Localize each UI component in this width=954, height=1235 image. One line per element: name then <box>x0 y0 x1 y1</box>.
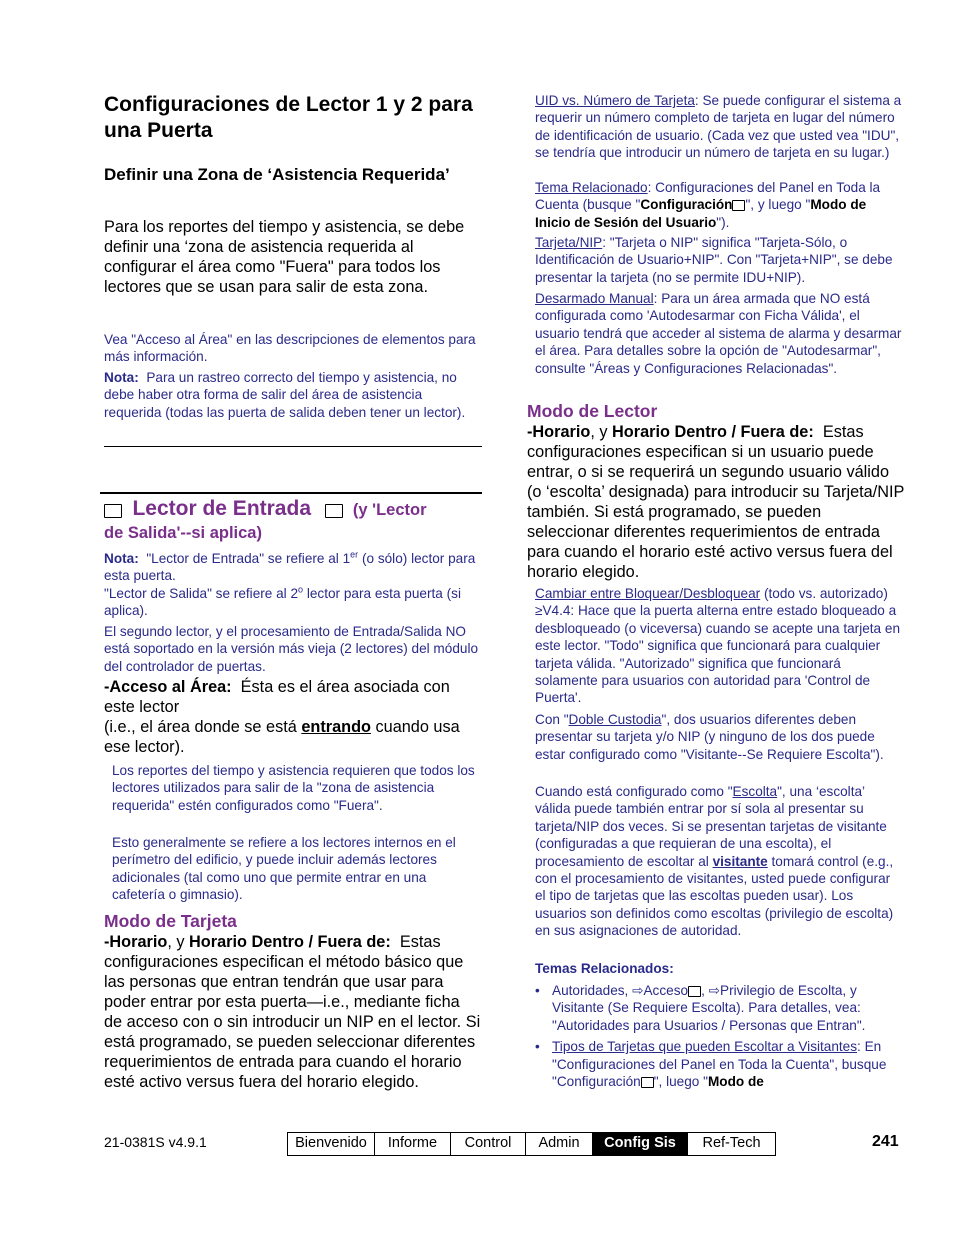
toggle-link[interactable]: Cambiar entre Bloquear/Desbloquear <box>535 586 761 601</box>
folder-icon <box>732 200 745 211</box>
dual-custody-item <box>535 711 903 763</box>
note-readers <box>104 550 482 620</box>
reader-mode-item: -Horario, y Horario Dentro / Fuera de: Estas configuraciones especifican si un usuario puede entrar, o si se requerirá un segundo usuario válido (o ‘escolta’ designada) para introducir su Tarjeta/NIP también. Si está programado, se pueden seleccionar diferentes requerimientos de entrada para cuando el horario esté activo versus fuera del horario elegido. <box>527 423 905 581</box>
card-pin-link[interactable]: Tarjeta/NIP <box>535 235 603 250</box>
report-note: Los reportes del tiempo y asistencia requieren que todos los lectores utilizados para salir de la "zona de asistencia requerida" estén configurados como "Fuera". <box>112 763 475 813</box>
note2-text-a: "Lector de Entrada" se refiere al 1 <box>146 551 351 566</box>
intro-paragraph: Para los reportes del tiempo y asistencia, se debe definir una ‘zona de asistencia requerida al configurar el área como "Fuera" para todos los lectores que se usan para salir de esta zona. <box>104 218 465 296</box>
escort-text-c: tomará control (e.g., con el procesamiento de visitantes, usted puede configurar el tipo de tarjetas que las escoltas pueden usar). Los usuarios son definidos como escoltas (privilegio de escolta) en sus asignaciones de autoridad. <box>535 853 894 939</box>
section-title: Lector de Entrada <box>132 497 311 520</box>
reader-schedule-label: Horario <box>532 423 591 441</box>
folder-icon <box>688 986 701 997</box>
folder-icon <box>104 504 122 518</box>
related-topic-item <box>535 179 903 231</box>
related-text-b: ", y luego " <box>745 197 811 213</box>
access-label: Acceso al Área: <box>109 678 232 696</box>
note2-label: Nota: <box>104 551 139 566</box>
nav-report[interactable]: Informe <box>374 1133 450 1155</box>
bullet2-text-b: ", luego " <box>653 1074 708 1090</box>
nav-admin[interactable]: Admin <box>525 1133 592 1155</box>
see-also-note: Vea "Acceso al Área" en las descripciones de elementos para más información. <box>104 332 476 365</box>
reader-and-text: , y <box>590 423 613 441</box>
second-reader-note: El segundo lector, y el procesamiento de Entrada/Salida NO está soportado en la versión más vieja (2 lectores) del módulo del controlador de puertas. <box>104 624 479 674</box>
access-area-item: -Acceso al Área: Ésta es el área asociada con este lector (i.e., el área donde se está entrando cuando usa ese lector). <box>104 678 460 756</box>
related-topic-link[interactable]: Tema Relacionado <box>535 180 648 195</box>
access-text-2b: cuando usa ese lector). <box>104 718 460 756</box>
manual-disarm-text: : Para un área armada que NO está configurada como 'Autodesarmar con Ficha Válida', el usuario tendrá que acceder al sistema de alarma y desarmar el área. Para detalles sobre la opción de "Autodesarmar", consulte "Áreas y Configuraciones Relacionadas". <box>535 291 902 376</box>
entering-term: entrando <box>301 718 371 736</box>
bullet1-text-b: , ⇨Privilegio de Escolta, y Visitante (Se Requiere Escolta). Para detalles, vea: "Autoridades para Usuarios / Personas que Entran". <box>552 983 866 1033</box>
bullet1-text-a: Autoridades, ⇨Acceso <box>552 983 689 998</box>
manual-disarm-item <box>535 290 903 377</box>
uid-link[interactable]: UID vs. Número de Tarjeta <box>535 93 695 108</box>
page-number: 241 <box>872 1133 899 1150</box>
section-heading <box>104 497 482 545</box>
manual-disarm-link[interactable]: Desarmado Manual <box>535 291 654 306</box>
escort-text-a: Cuando está configurado como " <box>535 784 733 799</box>
note-tracking <box>104 369 482 421</box>
subtitle: Definir una Zona de ‘Asistencia Requerida’ <box>104 165 450 184</box>
nav-welcome[interactable]: Bienvenido <box>295 1135 367 1151</box>
footer-nav <box>287 1132 776 1156</box>
and-text: , y <box>167 933 190 951</box>
login-mode-label: Modo de Inicio de Sesión del Usuario <box>535 197 867 230</box>
note2-text-d: lector para esta puerta (si aplica). <box>104 585 461 619</box>
note-label: Nota: <box>104 370 139 385</box>
page-title: Configuraciones de Lector 1 y 2 para una Puerta <box>104 93 473 142</box>
escort-card-types-link[interactable]: Tipos de Tarjetas que pueden Escoltar a Visitantes <box>552 1039 858 1055</box>
note2-text-b: (o sólo) lector para esta puerta. <box>104 551 476 584</box>
list-item <box>535 982 903 1034</box>
escort-link[interactable]: Escolta <box>732 784 778 799</box>
folder-icon <box>641 1077 654 1088</box>
toggle-text: (todo vs. autorizado) ≥V4.4: Hace que la puerta alterna entre estado bloqueado a desbloqueado (o viceversa) cuando se acepte una tarjeta en este lector. "Todo" significa que funcionará para cualquier tarjeta válida. "Autorizado" significa que funcionará solamente para usuarios con autoridad para 'Control de Puerta'. <box>535 586 901 706</box>
uid-text: : Se puede configurar el sistema a requerir un número completo de tarjeta en lugar del número de identificación de usuario. (Cada vez que usted vea "IDU", se tendría que introducir un número de tarjeta en su lugar.) <box>535 93 902 161</box>
related-text-c: "). <box>716 214 730 230</box>
list-item <box>535 1038 903 1090</box>
section-title-suffix: (y 'Lector <box>352 501 427 519</box>
access-text: Ésta es el área asociada con este lector <box>104 678 450 716</box>
sup-o: o <box>298 584 304 595</box>
dual-text-b: ", dos usuarios diferentes deben presentar su tarjeta y/o NIP (y ninguno de los dos puede estar configurado como "Visitante--Se Requiere Escolta"). <box>535 712 884 762</box>
escort-item <box>535 783 903 940</box>
card-pin-text: : "Tarjeta o NIP" significa "Tarjeta-Sólo, o Identificación de Usuario+NIP". Con "Tarjeta+NIP", se debe presentar la tarjeta (no se permite IDU+NIP). <box>535 235 893 285</box>
note2-text-c: "Lector de Salida" se refiere al 2 <box>104 585 299 601</box>
bullet2-text-a: : En "Configuraciones del Panel en Toda la Cuenta", busque "Configuración <box>552 1039 887 1090</box>
visitor-link[interactable]: visitante <box>712 853 768 869</box>
toggle-item <box>535 585 903 707</box>
card-mode-item: -Horario, y Horario Dentro / Fuera de: Estas configuraciones especifican el método básico que las personas que entran tendrán que usar para poder entrar por esta puerta—i.e., mediante ficha de acceso con o sin introducir un NIP en el lector. Si está programado, se pueden seleccionar diferentes requerimientos de entrada para cuando el horario esté activo versus fuera del horario elegido. <box>104 933 481 1091</box>
card-pin-item <box>535 234 903 286</box>
card-mode-text: Estas configuraciones especifican el método básico que las personas que entran tendrán que usar para poder entrar por esta puerta—i.e., mediante ficha de acceso con o sin introducir un NIP en el lector. Si está programado, se pueden seleccionar diferentes requerimientos de entrada para cuando el horario esté activo versus fuera del horario elegido. <box>104 933 481 1091</box>
related-topics-list <box>535 982 903 1090</box>
schedule-inout-label: Horario Dentro / Fuera de: <box>189 933 391 951</box>
uid-item <box>535 92 903 162</box>
reader-mode-text: Estas configuraciones especifican si un usuario puede entrar, o si se requerirá un segundo usuario válido (o ‘escolta’ designada) para introducir su Tarjeta/NIP también. Si está programado, se pueden seleccionar diferentes requerimientos de entrada para cuando el horario esté activo versus fuera del horario elegido. <box>527 423 905 581</box>
nav-config-sis[interactable]: Config Sis <box>592 1133 687 1155</box>
sup-er: er <box>350 549 359 560</box>
dual-text-a: Con " <box>535 712 569 727</box>
doc-id: 21-0381S v4.9.1 <box>104 1134 207 1150</box>
card-mode-heading: Modo de Tarjeta <box>104 911 237 931</box>
related-topics-heading: Temas Relacionados: <box>535 961 674 976</box>
bullet2-bold: Modo de <box>707 1074 764 1090</box>
section-title-suffix-2: de Salida'--si aplica) <box>104 524 262 542</box>
folder-icon <box>325 504 343 518</box>
internal-readers-note: Esto generalmente se refiere a los lectores internos en el perímetro del edificio, y puede incluir además lectores adicionales (tal como uno que permite entrar en una cafetería o gimnasio). <box>112 835 456 903</box>
nav-ref-tech[interactable]: Ref-Tech <box>687 1133 775 1155</box>
escort-text-b: ", una ‘escolta’ válida puede también entrar por sí sola al presentar su tarjeta/NIP dos veces. Si se presentan tarjetas de visitante (configuradas a que requieran de una escolta), el procesamiento de escoltar al <box>535 784 887 869</box>
config-label: Configuración <box>640 197 733 213</box>
access-text-2a: (i.e., el área donde se está <box>104 718 302 736</box>
nav-control[interactable]: Control <box>450 1133 525 1155</box>
reader-schedule-inout-label: Horario Dentro / Fuera de: <box>612 423 814 441</box>
schedule-label: Horario <box>109 933 168 951</box>
dual-custody-link[interactable]: Doble Custodia <box>568 712 662 727</box>
divider <box>104 446 482 447</box>
reader-mode-heading: Modo de Lector <box>527 401 658 421</box>
related-text-a: : Configuraciones del Panel en Toda la Cuenta (busque " <box>535 180 881 213</box>
note-text: Para un rastreo correcto del tiempo y asistencia, no debe haber otra forma de salir del área de asistencia requerida (todas las puerta de salida deben tener un lector). <box>104 370 466 420</box>
section-divider <box>100 492 482 494</box>
